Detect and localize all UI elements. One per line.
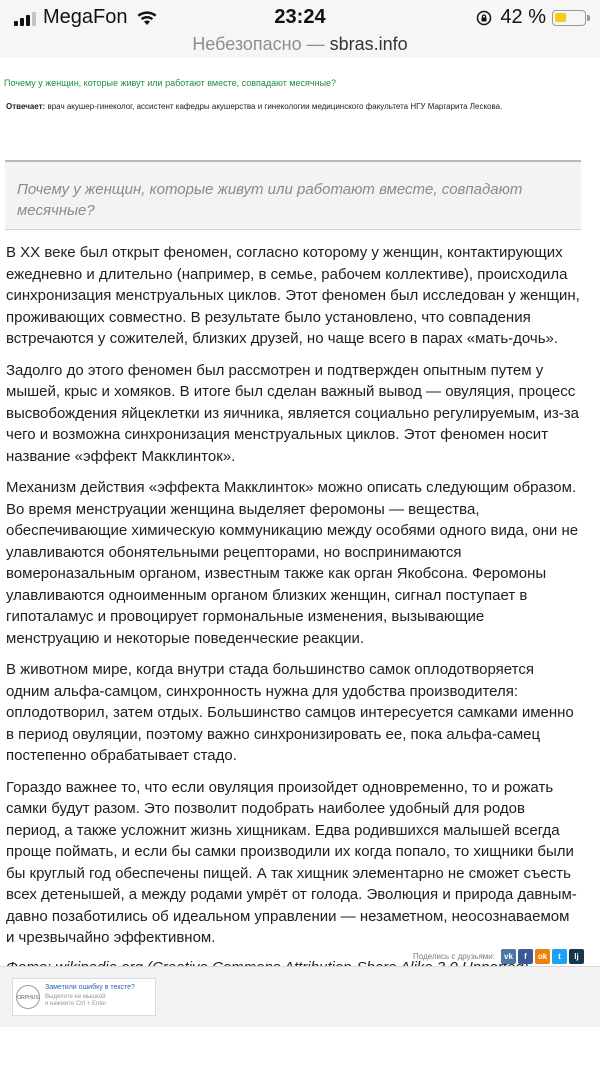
status-right [476,6,586,29]
quote-text: Почему у женщин, которые живут или работают вместе, совпадают месячные? [17,181,523,219]
site-domain: sbras.info [329,34,408,54]
battery-level [555,13,566,22]
error-report-hint [45,994,150,1008]
error-report-widget[interactable] [12,978,156,1016]
twitter-icon[interactable]: t [552,949,567,964]
security-warning: Небезопасно — [192,34,325,54]
article-paragraph: Механизм действия «эффекта Макклинток» можно описать следующим образом. Во время менструации женщина выделяет феромоны — вещества, обеспечивающие химическую коммуникацию между особями одного вида, они не улавливаются обонятельными рецепторами, но воспринимаются вомероназальным органом, известным также как орган Якобсона. Феромоны улавливаются одноименным органом близких женщин, сигнал поступает в гипоталамус и провоцирует гормональные изменения, вызывающие менструацию и некоторые поведенческие реакции. [6,479,579,647]
odnoklassniki-icon[interactable]: ok [535,949,550,964]
article-paragraph: В XX веке был открыт феномен, согласно которому у женщин, контактирующих ежедневно и длительно (например, в семье, рабочем коллективе), происходила синхронизация менструальных циклов. Этот феномен был исследован у женщин, проживающих совместно. В результате было установлено, что совпадения встречаются у сожителей, близких друзей, но чаще всего в парах «мать-дочь». [6,244,580,347]
clock: 23:24 [274,6,326,28]
answerer-text: врач акушер-гинеколог, ассистент кафедры акушерства и гинекологии медицинского факультета НГУ Маргарита Лескова. [47,102,503,111]
article-paragraph: Гораздо важнее то, что если овуляция произойдет одновременно, то и рожать самки будут разом. Это позволит подобрать наиболее удобный для родов период, а также усложнит жизнь хищникам. Едва родившихся малышей всегда проще поймать, и если бы самки производили их когда попало, то хищники были бы круглый год обеспечены пищей. А так хищник элементарно не сможет съесть всех детенышей, а между родами умрёт от голода. Эволюция и природа давным-давно позаботились об идеальном управлении — незаметном, неосознаваемом и чрезвычайно эффективном. [6,778,577,946]
article-paragraph: Задолго до этого феномен был рассмотрен и подтвержден опытным путем у мышей, крыс и хомяков. В итоге был сделан важный вывод — овуляция, процесс высвобождения яйцеклетки из яичника, является социально регулируемым, из-за чего и возможна синхронизация менструальных циклов. Этот феномен носит название «эффект Макклинток». [6,361,579,465]
orphus-icon: ORPHUS [16,985,40,1009]
facebook-icon[interactable]: f [518,949,533,964]
carrier-name: MegaFon [43,6,128,28]
article-paragraph: В животном мире, когда внутри стада большинство самок оплодотворяется одним альфа-самцом, синхронность нужна для удобства производителя: оплодотворил, затем отдых. Большинство самцов интересуется самками именно в период овуляции, поэтому важно синхронизировать ее, пока альфа-самец постепенно обрабатывает стадо. [6,661,574,764]
error-report-line1: Выделите ее мышкой [45,994,106,1000]
vk-icon[interactable]: vk [501,949,516,964]
answerer-info [6,101,581,112]
address-bar[interactable] [0,34,600,55]
error-report-title[interactable]: Заметили ошибку в тексте? [45,984,135,991]
article-body [6,242,581,976]
status-bar [0,0,600,58]
footer [0,967,600,1027]
answerer-label: Отвечает: [6,102,46,111]
battery-percentage: 42 % [500,6,546,28]
error-report-line2: и нажмите Ctrl + Enter [45,1001,107,1007]
question-link[interactable]: Почему у женщин, которые живут или работают вместе, совпадают месячные? [4,78,337,88]
orientation-lock-icon [476,10,492,26]
battery-icon [552,10,586,26]
livejournal-icon[interactable]: lj [569,949,584,964]
question-quote [5,160,581,230]
share-bar [413,949,584,964]
share-label: Поделись с друзьями: [412,952,495,961]
